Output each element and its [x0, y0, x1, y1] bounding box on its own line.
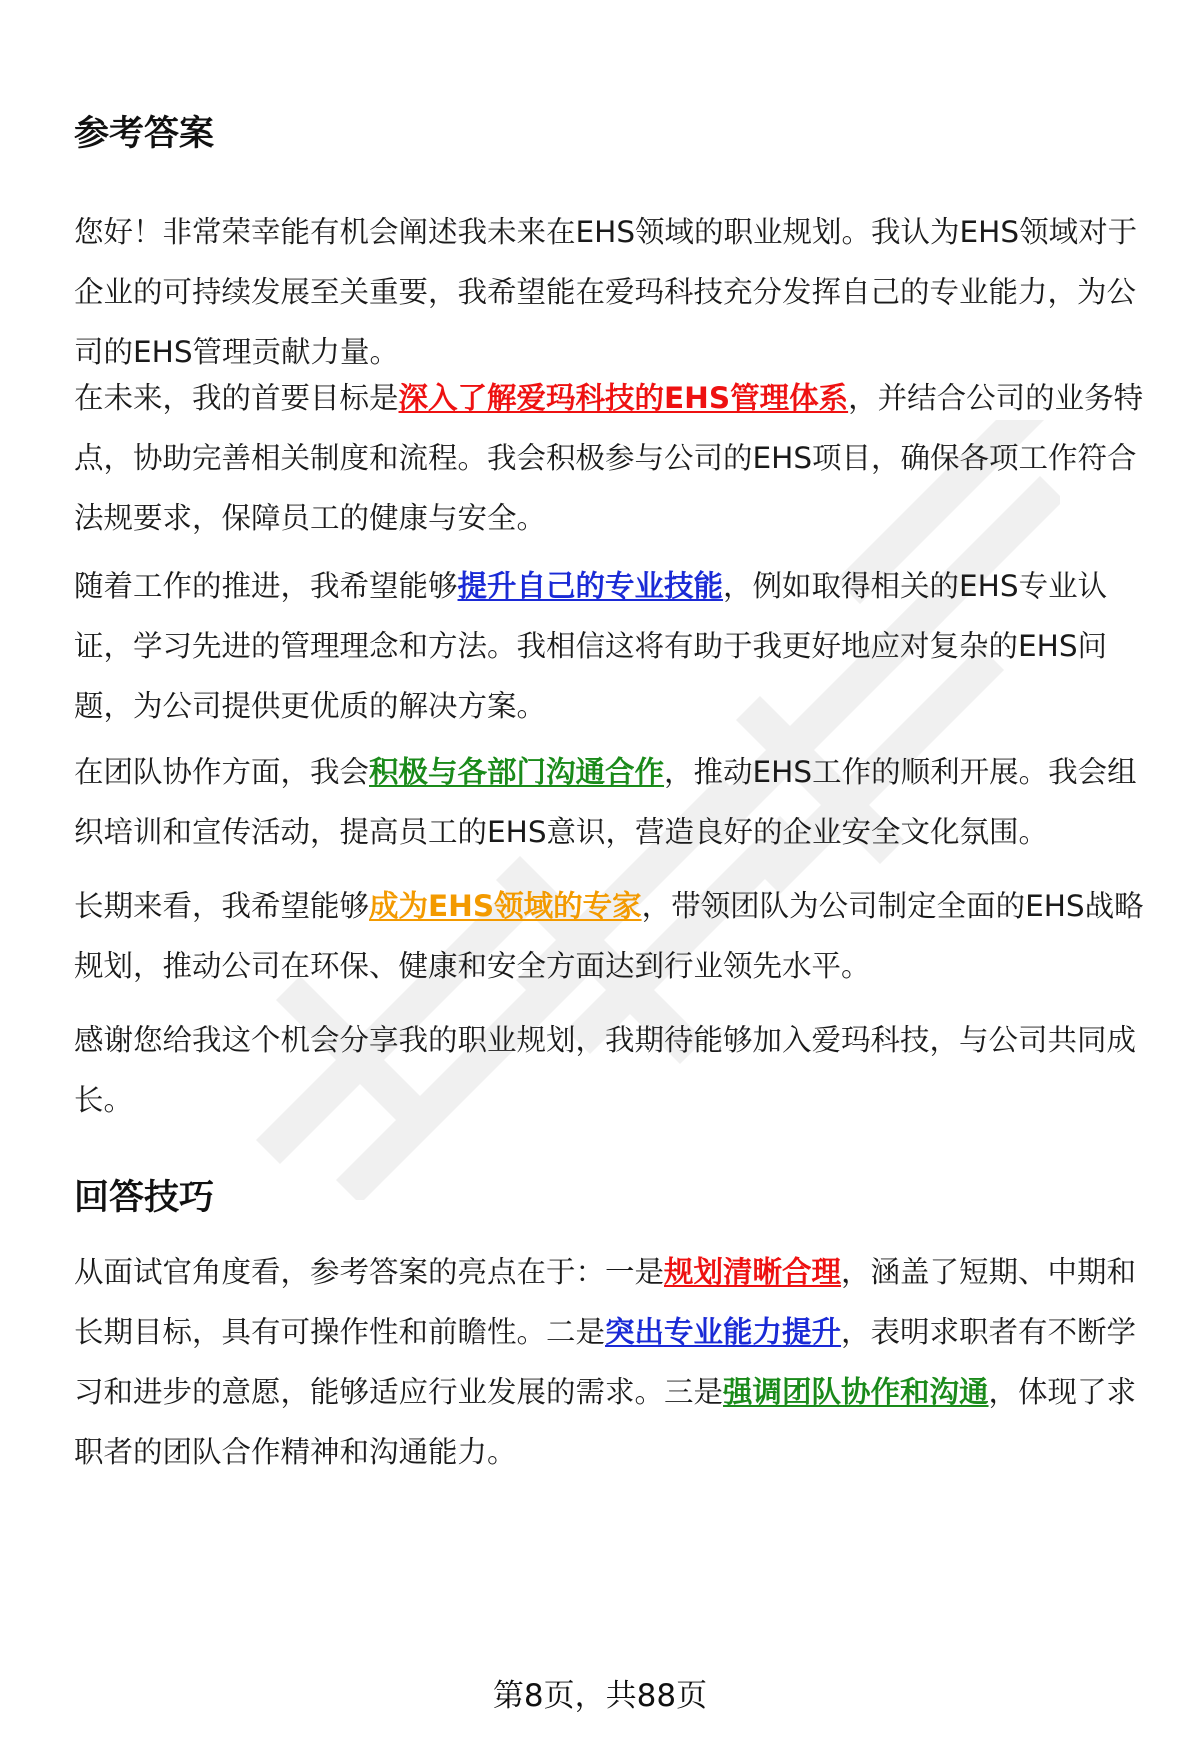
section-heading-reference-answer: 参考答案	[74, 114, 215, 154]
paragraph-tips	[74, 1242, 1154, 1482]
highlight-phrase: 规划清晰合理	[664, 1255, 842, 1289]
page-number-footer: 第8页，共88页	[492, 1678, 708, 1714]
paragraph-text: ，例如取得相关的EHS专业认证，学习先进的管理理念和方法。我相信这将有助于我更好地应对复杂的EHS问题，为公司提供更优质的解决方案。	[74, 569, 1108, 723]
paragraph-text: 随着工作的推进，我希望能够	[74, 569, 458, 603]
paragraph-thanks: 感谢您给我这个机会分享我的职业规划，我期待能够加入爱玛科技，与公司共同成长。	[74, 1023, 1137, 1117]
highlight-phrase: 深入了解爱玛科技的EHS管理体系	[398, 381, 849, 415]
paragraph-long-term	[74, 876, 1154, 996]
highlight-phrase: 成为EHS领域的专家	[369, 889, 642, 923]
paragraph-text: ，并结合公司的业务特点，协助完善相关制度和流程。我会积极参与公司的EHS项目，确保各项工作符合法规要求，保障员工的健康与安全。	[74, 381, 1144, 535]
section-heading-answer-tips: 回答技巧	[74, 1178, 215, 1218]
paragraph-teamwork	[74, 742, 1154, 862]
paragraph-text: 从面试官角度看，参考答案的亮点在于：一是	[74, 1255, 665, 1289]
paragraph-primary-goal	[74, 368, 1154, 548]
paragraph-intro: 您好！非常荣幸能有机会阐述我未来在EHS领域的职业规划。我认为EHS领域对于企业的可持续发展至关重要，我希望能在爱玛科技充分发挥自己的专业能力，为公司的EHS管理贡献力量。	[74, 215, 1138, 369]
paragraph-text: ，涵盖了短期、中期和长期目标，具有可操作性和前瞻性。二是	[74, 1255, 1137, 1349]
paragraph-text: 在未来，我的首要目标是	[74, 381, 399, 415]
highlight-phrase: 强调团队协作和沟通	[723, 1375, 989, 1409]
paragraph-skill-growth	[74, 556, 1154, 736]
paragraph-text: 在团队协作方面，我会	[74, 755, 370, 789]
paragraph-text: 长期来看，我希望能够	[74, 889, 370, 923]
paragraph-text: ，体现了求职者的团队合作精神和沟通能力。	[74, 1375, 1137, 1469]
highlight-phrase: 突出专业能力提升	[605, 1315, 842, 1349]
highlight-phrase: 积极与各部门沟通合作	[369, 755, 665, 789]
highlight-phrase: 提升自己的专业技能	[457, 569, 724, 603]
paragraph-text: ，表明求职者有不断学习和进步的意愿，能够适应行业发展的需求。三是	[74, 1315, 1137, 1409]
paragraph-text: ，推动EHS工作的顺利开展。我会组织培训和宣传活动，提高员工的EHS意识，营造良好的企业安全文化氛围。	[74, 755, 1137, 849]
paragraph-text: ，带领团队为公司制定全面的EHS战略规划，推动公司在环保、健康和安全方面达到行业领先水平。	[74, 889, 1144, 983]
